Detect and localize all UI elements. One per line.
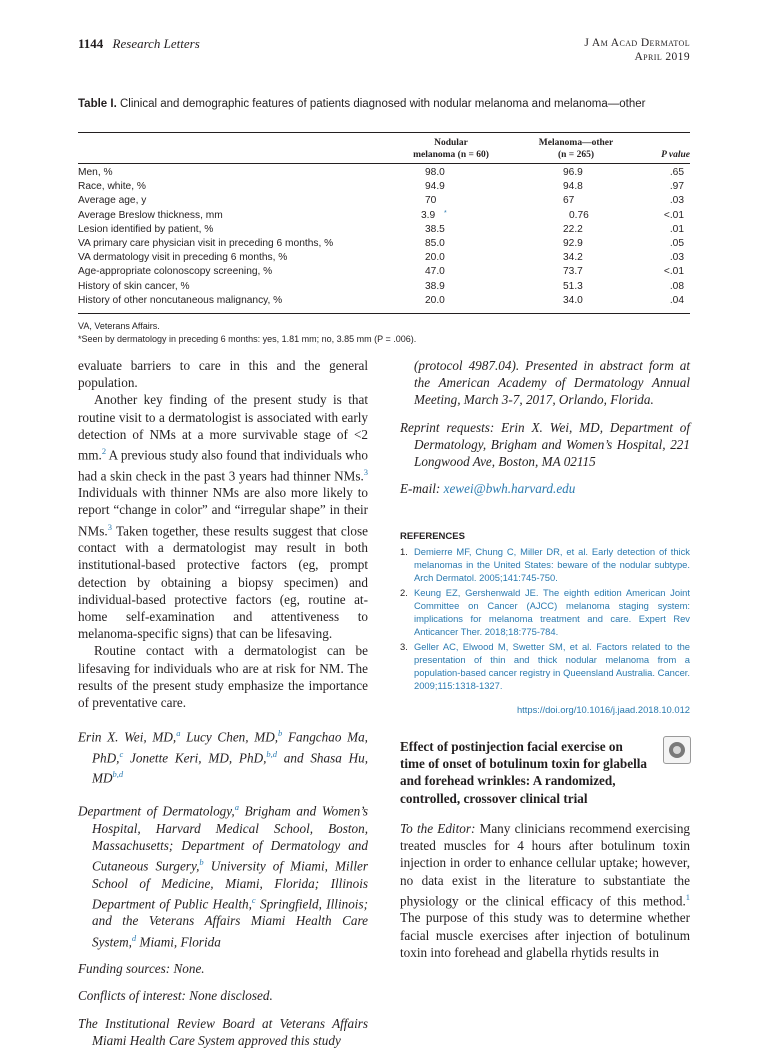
cell-nodular: 94.9 <box>425 181 445 193</box>
cell-nodular: 38.5 <box>425 223 445 235</box>
author-list: Erin X. Wei, MD,$^a$ Lucy Chen, MD,$^b$ Fangchao Ma, PhD,$^c$ Jonette Keri, MD, PhD,$^{b,d}$ and Shasa Hu, MD$^{b,d}$ <box>78 728 369 786</box>
table-row <box>78 265 690 279</box>
table-row <box>78 294 690 308</box>
footnote-mark[interactable]: * <box>444 209 447 217</box>
cell-other: 92.9 <box>563 238 583 249</box>
email-link[interactable]: xewei@bwh.harvard.edu <box>443 481 576 497</box>
citation-link[interactable]: 2 <box>101 446 107 457</box>
cell-pvalue: .03 <box>669 252 684 264</box>
column-header-pvalue: P value <box>661 150 690 160</box>
article-body <box>400 820 690 961</box>
paragraph: To the Editor: Many clinicians recommend exercising treated muscles for 4 hours after botulinum toxin injection in order to enhance cellular uptake; however, no data exist in the literature to substantiate the physiology or the clinical efficacy of this method.$^1$ The purpose of this study was to determine whether facial muscle exercises after injection of botulinum toxin into forehead and glabella rhytids results in <box>400 821 691 960</box>
paragraph: Routine contact with a dermatologist can be lifesaving for individuals who are at risk for NM. The results of the present study emphasize the importance of preventative care. <box>78 643 368 711</box>
cell-other: 67 <box>563 195 575 207</box>
paragraph: evaluate barriers to care in this and the general population. <box>78 358 368 391</box>
table-row <box>78 209 690 223</box>
cell-pvalue: .03 <box>669 195 684 207</box>
table-footnote-abbrev: VA, Veterans Affairs. <box>78 321 160 331</box>
table-caption <box>78 97 690 112</box>
reprint-requests: Reprint requests: Erin X. Wei, MD, Department of Dermatology, Brigham and Women’s Hospital, 221 Longwood Ave, Boston, MA 02115 <box>400 419 690 470</box>
journal-name: J Am Acad Dermatol <box>584 37 690 49</box>
section-name: Research Letters <box>112 36 200 51</box>
row-label: Men, % <box>78 167 113 178</box>
reference-item: 1. Demierre MF, Chung C, Miller DR, et al. Early detection of thick melanomas in the United States: beware of the nodular subtype. Arch Dermatol. 2005;141:745-750. <box>400 546 690 583</box>
cell-other: 51.3 <box>563 280 583 292</box>
cell-other: 0.76 <box>569 209 589 221</box>
crossmark-icon[interactable] <box>663 736 691 764</box>
paragraph: Another key finding of the present study is that routine visit to a dermatologist is associated with early detection of NMs at a more survivable stage of <2 mm.$^2$ A previous study also found that individuals who had a skin check in the past 3 years had thinner NMs.$^3$ Individuals with thinner NMs are also more likely to report “change in color” and “irregular shape” in their NMs.$^3$ Taken together, these results suggest that close contact with a dermatologist may result in both institutional-based protective factors (eg, prompt detection by obtaining a biopsy specimen) and individual-based protective factors (eg, routine at-home self-examination and attentiveness to melanoma-specific signs) that can be lifesaving. <box>78 392 368 642</box>
citation-link[interactable]: 3 <box>107 521 112 532</box>
cell-nodular: 98.0 <box>425 167 445 178</box>
cell-pvalue: .97 <box>669 181 684 193</box>
table-caption-label: Table I. <box>78 98 117 110</box>
cell-other: 94.8 <box>563 181 583 193</box>
cell-pvalue: .04 <box>669 294 684 306</box>
cell-pvalue: <.01 <box>663 266 684 278</box>
running-header-left <box>78 36 200 52</box>
irb-statement: The Institutional Review Board at Veterans Affairs Miami Health Care System approved this study <box>78 1015 368 1048</box>
column-header-other: Melanoma—other (n = 265) <box>538 138 614 160</box>
references-list <box>400 545 690 694</box>
row-label: VA primary care physician visit in preceding 6 months, % <box>78 238 334 249</box>
table-row <box>78 280 690 294</box>
table-caption-text: Clinical and demographic features of patients diagnosed with nodular melanoma and melanoma—other <box>119 98 646 110</box>
left-column <box>78 357 368 1049</box>
reference-link[interactable]: Keung EZ, Gershenwald JE. The eighth edition American Joint Committee on Cancer (AJCC) melanoma staging system: implications for melanoma treatment and care. Expert Rev Anticancer Ther. 2018;18:775-784. <box>414 587 690 637</box>
cell-nodular: 85.0 <box>425 238 445 249</box>
row-label: History of other noncutaneous malignancy, % <box>78 294 283 306</box>
table-row <box>78 223 690 237</box>
right-column <box>400 357 690 497</box>
row-label: Age-appropriate colonoscopy screening, % <box>78 266 273 278</box>
page-number: 1144 <box>78 36 104 51</box>
row-label: History of skin cancer, % <box>78 280 190 292</box>
row-label: Average Breslow thickness, mm <box>78 209 223 221</box>
references-heading: REFERENCES <box>400 531 465 542</box>
doi-link[interactable]: https://doi.org/10.1016/j.jaad.2018.10.012 <box>516 704 690 715</box>
reference-item: 2. Keung EZ, Gershenwald JE. The eighth edition American Joint Committee on Cancer (AJCC) melanoma staging system: implications for melanoma treatment and care. Expert Rev Anticancer Ther. 2018;18:775-784. <box>400 587 690 637</box>
table-row <box>78 237 690 251</box>
cell-nodular: 20.0 <box>425 294 445 306</box>
issue-date: April 2019 <box>634 51 690 63</box>
reference-item: 3. Geller AC, Elwood M, Swetter SM, et al. Factors related to the presentation of thin and thick nodular melanoma from a population-based cancer registry in Queensland Australia. Cancer. 2009;115:1318-1327. <box>400 641 690 691</box>
reference-link[interactable]: Geller AC, Elwood M, Swetter SM, et al. Factors related to the presentation of thin and thick nodular melanoma from a population-based cancer registry in Queensland Australia. Cancer. 2009;115:1318-1327. <box>414 641 690 691</box>
table-bottom-rule <box>78 313 690 314</box>
irb-statement-continued: (protocol 4987.04). Presented in abstract form at the American Academy of Dermatology Annual Meeting, March 3-7, 2017, Orlando, Florida. <box>414 358 690 408</box>
cell-nodular: 70 <box>425 195 437 207</box>
article-title: Effect of postinjection facial exercise on time of onset of botulinum toxin for glabella and forehead wrinkles: A randomized, controlled, crossover clinical trial <box>400 739 648 806</box>
cell-nodular: 3.9 <box>421 209 436 221</box>
table-row <box>78 180 690 194</box>
cell-other: 34.0 <box>563 294 583 306</box>
citation-link[interactable]: 1 <box>685 891 690 902</box>
cell-pvalue: .65 <box>669 167 684 178</box>
table-row <box>78 166 690 180</box>
cell-pvalue: .05 <box>669 238 684 249</box>
cell-pvalue: .08 <box>669 280 684 292</box>
affiliations: Department of Dermatology,$^a$ Brigham and Women’s Hospital, Harvard Medical School, Boston, Massachusetts; Department of Dermatology and Cutaneous Surgery,$^b$ University of Miami, Miller School of Medicine, Miami, Florida; Illinois Department of Public Health,$^c$ Springfield, Illinois; and the Veterans Affairs Miami Health Care System,$^d$ Miami, Florida <box>78 802 368 949</box>
funding-statement: Funding sources: None. <box>78 961 205 977</box>
cell-other: 22.2 <box>563 223 583 235</box>
row-label: Lesion identified by patient, % <box>78 223 214 235</box>
table-header-rule <box>78 163 690 164</box>
running-header-right <box>584 36 690 64</box>
cell-other: 96.9 <box>563 167 583 178</box>
table-top-rule <box>78 132 690 133</box>
row-label: Race, white, % <box>78 181 146 193</box>
cell-pvalue: .01 <box>669 223 684 235</box>
reference-link[interactable]: Demierre MF, Chung C, Miller DR, et al. Early detection of thick melanomas in the United States: beware of the nodular subtype. Arch Dermatol. 2005;141:745-750. <box>414 546 690 583</box>
citation-link[interactable]: 3 <box>363 466 368 477</box>
row-label: VA dermatology visit in preceding 6 months, % <box>78 252 288 264</box>
table-footnote-star: *Seen by dermatology in preceding 6 months: yes, 1.81 mm; no, 3.85 mm (P = .006). <box>78 334 417 344</box>
row-label: Average age, y <box>78 195 147 207</box>
table-row <box>78 251 690 265</box>
conflicts-statement: Conflicts of interest: None disclosed. <box>78 988 273 1004</box>
email-line: E-mail: xewei@bwh.harvard.edu <box>400 481 576 497</box>
cell-nodular: 47.0 <box>425 266 445 278</box>
cell-pvalue: <.01 <box>663 209 684 221</box>
cell-nodular: 20.0 <box>425 252 445 264</box>
column-header-nodular: Nodular melanoma (n = 60) <box>413 138 489 160</box>
table-row <box>78 194 690 208</box>
cell-other: 34.2 <box>563 252 583 264</box>
cell-nodular: 38.9 <box>425 280 445 292</box>
cell-other: 73.7 <box>563 266 583 278</box>
